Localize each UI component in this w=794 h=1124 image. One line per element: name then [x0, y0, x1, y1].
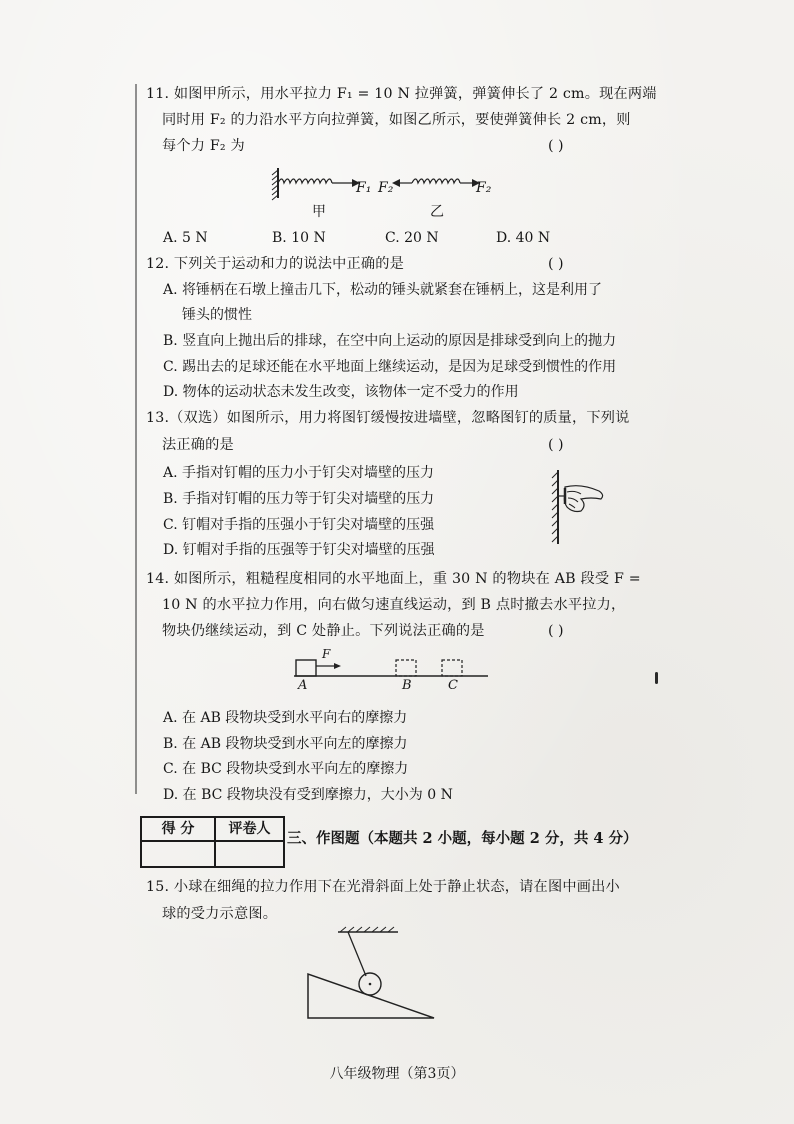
- q14-answer-paren: ( ): [548, 623, 564, 639]
- q13-option-a: A. 手指对钉帽的压力小于钉尖对墙壁的压力: [163, 465, 435, 481]
- q14-line2: 10 N 的水平拉力作用，向右做匀速直线运动，到 B 点时撤去水平拉力，: [162, 597, 626, 613]
- q14-point-a: A: [298, 678, 308, 693]
- q11-line2: 同时用 F₂ 的力沿水平方向拉弹簧，如图乙所示，要使弹簧伸长 2 cm，则: [162, 112, 631, 128]
- q11-option-b: B. 10 N: [272, 230, 326, 246]
- q14-option-b: B. 在 AB 段物块受到水平向左的摩擦力: [163, 736, 408, 752]
- q12-line1: 12. 下列关于运动和力的说法中正确的是: [146, 256, 405, 272]
- q11-answer-paren: ( ): [548, 138, 564, 154]
- q14-option-a: A. 在 AB 段物块受到水平向右的摩擦力: [163, 710, 408, 726]
- q13-thumbtack-figure: [548, 468, 606, 546]
- q11-figure-yi: [388, 166, 488, 200]
- grader-header: 评卷人: [228, 821, 271, 837]
- score-table: [140, 816, 285, 868]
- q12-option-a-line2: 锤头的惯性: [182, 307, 252, 323]
- q12-option-b: B. 竖直向上抛出后的排球，在空中向上运动的原因是排球受到向上的抛力: [163, 333, 617, 349]
- section-three-title: 三、作图题（本题共 2 小题，每小题 2 分，共 4 分）: [287, 830, 638, 847]
- score-header: 得 分: [161, 821, 195, 837]
- q12-answer-paren: ( ): [548, 256, 564, 272]
- q14-point-c: C: [448, 678, 458, 693]
- q11-line1: 11. 如图甲所示，用水平拉力 F₁ = 10 N 拉弹簧，弹簧伸长了 2 cm。现在两端: [146, 86, 657, 102]
- margin-line: [135, 84, 137, 794]
- q11-option-d: D. 40 N: [496, 230, 551, 246]
- q11-caption-yi: 乙: [430, 204, 444, 220]
- q15-incline-figure: [300, 926, 440, 1022]
- q14-line1: 14. 如图所示，粗糙程度相同的水平地面上，重 30 N 的物块在 AB 段受 F =: [146, 571, 641, 587]
- q13-answer-paren: ( ): [548, 437, 564, 453]
- scan-mark: [655, 672, 658, 684]
- score-table-divider: [214, 818, 216, 866]
- q11-f1-label: F₁: [356, 180, 372, 196]
- page-footer: 八年级物理（第3页）: [329, 1066, 465, 1082]
- q11-f2-right-label: F₂: [476, 180, 492, 196]
- q11-line3: 每个力 F₂ 为: [162, 138, 245, 154]
- q14-point-b: B: [402, 678, 412, 693]
- q11-option-a: A. 5 N: [163, 230, 208, 246]
- q11-f2-left-label: F₂: [378, 180, 394, 196]
- q15-line2: 球的受力示意图。: [162, 906, 278, 922]
- q12-option-c: C. 踢出去的足球还能在水平地面上继续运动，是因为足球受到惯性的作用: [163, 359, 617, 375]
- score-table-row-divider: [142, 840, 283, 842]
- q11-caption-jia: 甲: [312, 204, 326, 220]
- q11-option-c: C. 20 N: [385, 230, 439, 246]
- q14-line3: 物块仍继续运动，到 C 处静止。下列说法正确的是: [162, 623, 485, 639]
- q14-force-label: F: [322, 647, 331, 661]
- q13-line1: 13.（双选）如图所示，用力将图钉缓慢按进墙壁，忽略图钉的质量，下列说: [146, 410, 630, 426]
- q13-line2: 法正确的是: [162, 437, 234, 453]
- q14-option-c: C. 在 BC 段物块受到水平向左的摩擦力: [163, 761, 409, 777]
- q15-line1: 15. 小球在细绳的拉力作用下在光滑斜面上处于静止状态，请在图中画出小: [146, 879, 620, 895]
- q12-option-a-line1: A. 将锤柄在石墩上撞击几下，松动的锤头就紧套在锤柄上，这是利用了: [163, 282, 603, 298]
- q12-option-d: D. 物体的运动状态未发生改变，该物体一定不受力的作用: [163, 384, 519, 400]
- q13-option-c: C. 钉帽对手指的压强小于钉尖对墙壁的压强: [163, 517, 435, 533]
- q14-option-d: D. 在 BC 段物块没有受到摩擦力，大小为 0 N: [163, 787, 453, 803]
- q13-option-d: D. 钉帽对手指的压强等于钉尖对墙壁的压强: [163, 542, 435, 558]
- q13-option-b: B. 手指对钉帽的压力等于钉尖对墙壁的压力: [163, 491, 435, 507]
